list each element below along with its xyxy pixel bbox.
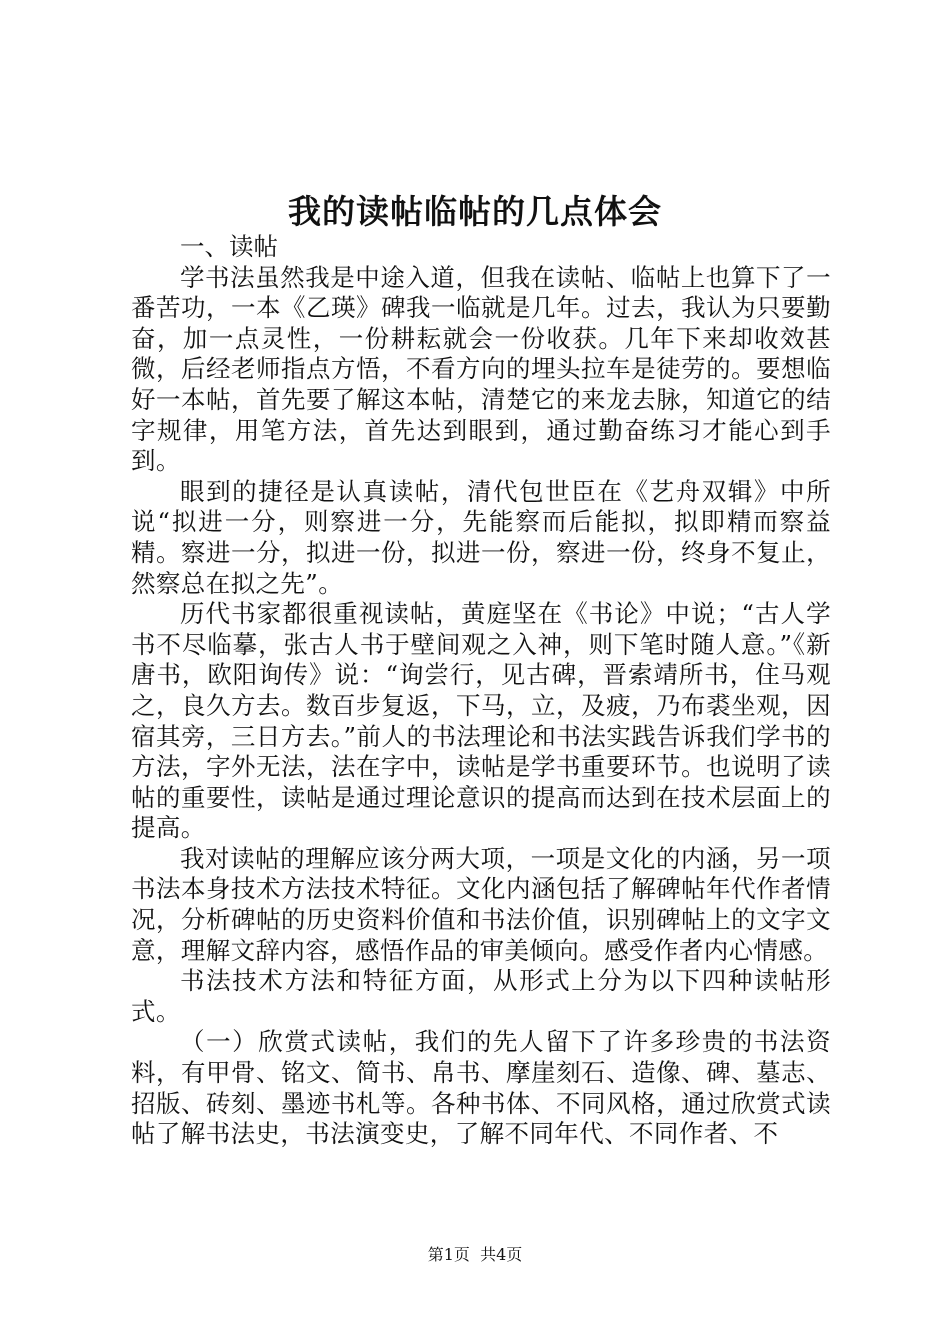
paragraph-2: 眼到的捷径是认真读帖，清代包世臣在《艺舟双辑》中所说“拟进一分，则察进一分，先能察而后能拟，拟即精而察益精。察进一分，拟进一份，拟进一份，察进一份，终身不复止，然察总在拟之先”。 [131,476,831,598]
section-heading: 一、读帖 [180,232,278,261]
document-body [131,232,831,1150]
paragraph-1: 学书法虽然我是中途入道，但我在读帖、临帖上也算下了一番苦功，一本《乙瑛》碑我一临就是几年。过去，我认为只要勤奋，加一点灵性，一份耕耘就会一份收获。几年下来却收效甚微，后经老师指点方悟，不看方向的埋头拉车是徒劳的。要想临好一本帖，首先要了解这本帖，清楚它的来龙去脉，知道它的结字规律，用笔方法，首先达到眼到，通过勤奋练习才能心到手到。 [131,262,831,476]
document-title: 我的读帖临帖的几点体会 [288,192,662,231]
paragraph-6: （一）欣赏式读帖，我们的先人留下了许多珍贵的书法资料，有甲骨、铭文、简书、帛书、摩崖刻石、造像、碑、墓志、招版、砖刻、墨迹书札等。各种书体、不同风格，通过欣赏式读帖了解书法史，书法演变史，了解不同年代、不同作者、不 [131,1027,831,1149]
paragraph-3: 历代书家都很重视读帖，黄庭坚在《书论》中说；“古人学书不尽临摹，张古人书于壁间观之入神，则下笔时随人意。”《新唐书，欧阳询传》说：“询尝行，见古碑，晋索靖所书，住马观之，良久方去。数百步复返，下马，立，及疲，乃布裘坐观，因宿其旁，三日方去。”前人的书法理论和书法实践告诉我们学书的方法，字外无法，法在字中，读帖是学书重要环节。也说明了读帖的重要性，读帖是通过理论意识的提高而达到在技术层面上的提高。 [131,599,831,843]
paragraph-4: 我对读帖的理解应该分两大项，一项是文化的内涵，另一项书法本身技术方法技术特征。文化内涵包括了解碑帖年代作者情况，分析碑帖的历史资料价值和书法价值，识别碑帖上的文字文意，理解文辞内容，感悟作品的审美倾向。感受作者内心情感。 [131,843,831,965]
paragraph-5: 书法技术方法和特征方面，从形式上分为以下四种读帖形式。 [131,966,831,1026]
page-number-label: 第1页 共4页 [427,1245,523,1264]
page-footer [0,1242,950,1265]
